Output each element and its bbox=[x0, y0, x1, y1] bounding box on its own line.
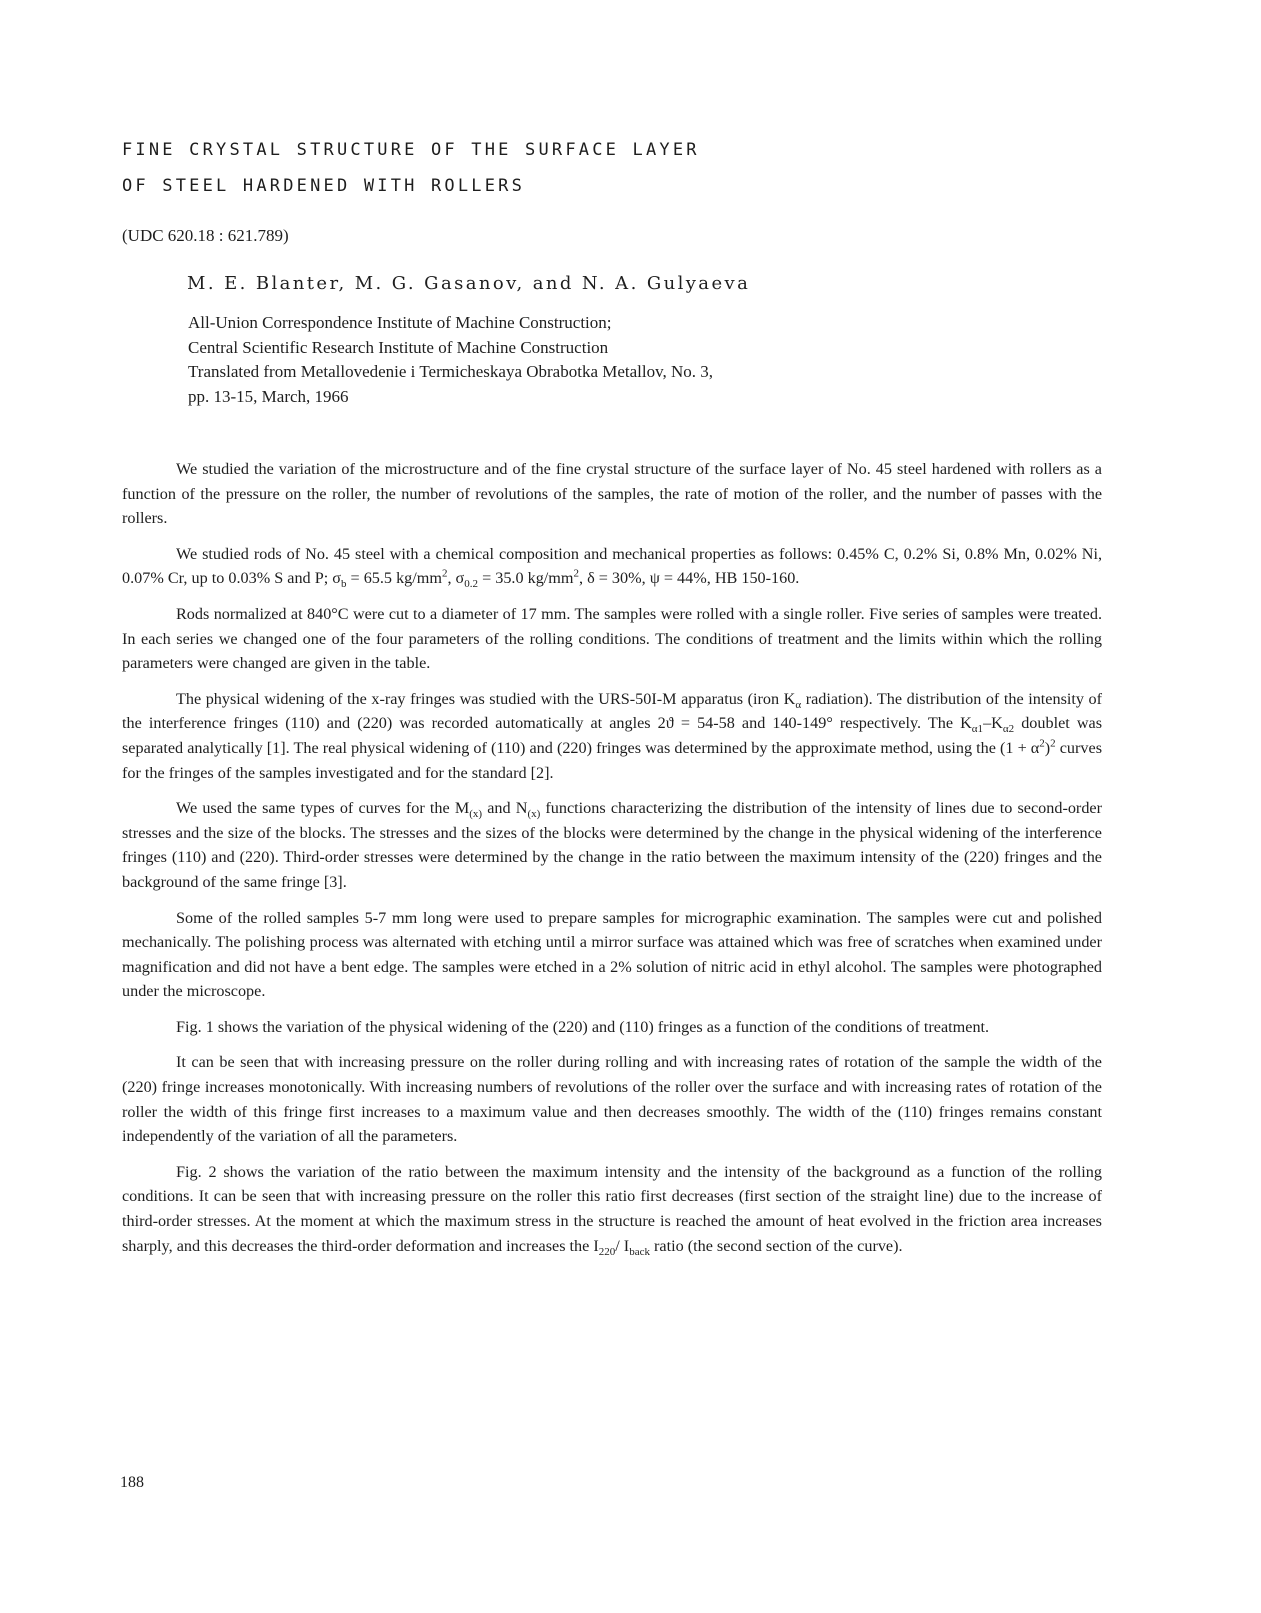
paragraph-8: It can be seen that with increasing pressure on the roller during rolling and with increasing rates of rotation of the sample the width of the (220) fringe increases monotonically. With increasing numbers of revolutions of the roller over the surface and with increasing rates of rotation of the roller the width of this fringe first increases to a maximum value and then decreases smoothly. The width of the (110) fringes remains constant independently of the variation of all the parameters. bbox=[122, 1053, 1102, 1146]
authors: M. E. Blanter, M. G. Gasanov, and N. A. Gulyaeva bbox=[187, 273, 751, 294]
paragraph-7: Fig. 1 shows the variation of the physical widening of the (220) and (110) fringes as a function of the conditions of treatment. bbox=[176, 1017, 990, 1036]
title-line-2: OF STEEL HARDENED WITH ROLLERS bbox=[122, 176, 526, 196]
paragraph-4: The physical widening of the x-ray fringes was studied with the URS-50I-M apparatus (iron $K_\alpha$ radiation). The distribution of the intensity of the interference fringes (110) and (220) was recorded automatically at angles 2ϑ = 54-58 and 140-149° respectively. The $K_{\alpha 1}-K_{\alpha 2}$ doublet was separated analytically [1]. The real physical widening of (110) and (220) fringes was determined by the approximate method, using the $(1 + \alpha^2)^2$ curves for the fringes of the samples investigated and for the standard [2]. bbox=[122, 689, 1103, 782]
pages-date-line: pp. 13-15, March, 1966 bbox=[188, 386, 349, 406]
translation-source-line: Translated from Metallovedenie i Termicheskaya Obrabotka Metallov, No. 3, bbox=[188, 362, 714, 381]
udc-code: (UDC 620.18 : 621.789) bbox=[122, 226, 289, 245]
paragraph-6: Some of the rolled samples 5-7 mm long were used to prepare samples for micrographic examination. The samples were cut and polished mechanically. The polishing process was alternated with etching until a mirror surface was attained which was free of scratches when examined under magnification and did not have a bent edge. The samples were etched in a 2% solution of nitric acid in ethyl alcohol. The samples were photographed under the microscope. bbox=[122, 908, 1102, 1001]
paragraph-5: We used the same types of curves for the $M_{(x)}$ and $N_{(x)}$ functions characterizing the distribution of the intensity of lines due to second-order stresses and the size of the blocks. The stresses and the sizes of the blocks were determined by the change in the physical widening of the interference fringes (110) and (220). Third-order stresses were determined by the change in the ratio between the maximum intensity of the (220) fringes and the background of the same fringe [3]. bbox=[122, 799, 1102, 891]
paragraph-2: We studied rods of No. 45 steel with a chemical composition and mechanical properties as follows: 0.45% C, 0.2% Si, 0.8% Mn, 0.02% Ni, 0.07% Cr, up to 0.03% S and P; $\sigma_b = 65.5$ $kg/mm^2$, $\sigma_{0.2} = 35.0$ $kg/mm^2$, δ = 30%, ψ = 44%, HB 150-160. bbox=[122, 544, 1102, 591]
affiliation-line: All-Union Correspondence Institute of Machine Construction; bbox=[188, 313, 612, 332]
affiliation-block bbox=[188, 311, 713, 409]
page-number: 188 bbox=[120, 1474, 144, 1491]
paragraph-9: Fig. 2 shows the variation of the ratio between the maximum intensity and the intensity of the background as a function of the rolling conditions. It can be seen that with increasing pressure on the roller this ratio first decreases (first section of the straight line) due to the increase of third-order stresses. At the moment at which the maximum stress in the structure is reached the amount of heat evolved in the friction area increases sharply, and this decreases the third-order deformation and increases the $I_{220}/$ $I_{back}$ ratio (the second section of the curve). bbox=[122, 1162, 1102, 1258]
affiliation-line: Central Scientific Research Institute of Machine Construction bbox=[188, 337, 609, 357]
title-line-1: FINE CRYSTAL STRUCTURE OF THE SURFACE LAYER bbox=[122, 140, 700, 160]
body-text bbox=[122, 457, 1102, 1269]
paragraph-3: Rods normalized at 840°C were cut to a diameter of 17 mm. The samples were rolled with a single roller. Five series of samples were treated. In each series we changed one of the four parameters of the rolling conditions. The conditions of treatment and the limits within which the rolling parameters were changed are given in the table. bbox=[122, 604, 1102, 673]
paragraph-1: We studied the variation of the microstructure and of the fine crystal structure of the surface layer of No. 45 steel hardened with rollers as a function of the pressure on the roller, the number of revolutions of the samples, the rate of motion of the roller, and the number of passes with the rollers. bbox=[122, 460, 1102, 528]
